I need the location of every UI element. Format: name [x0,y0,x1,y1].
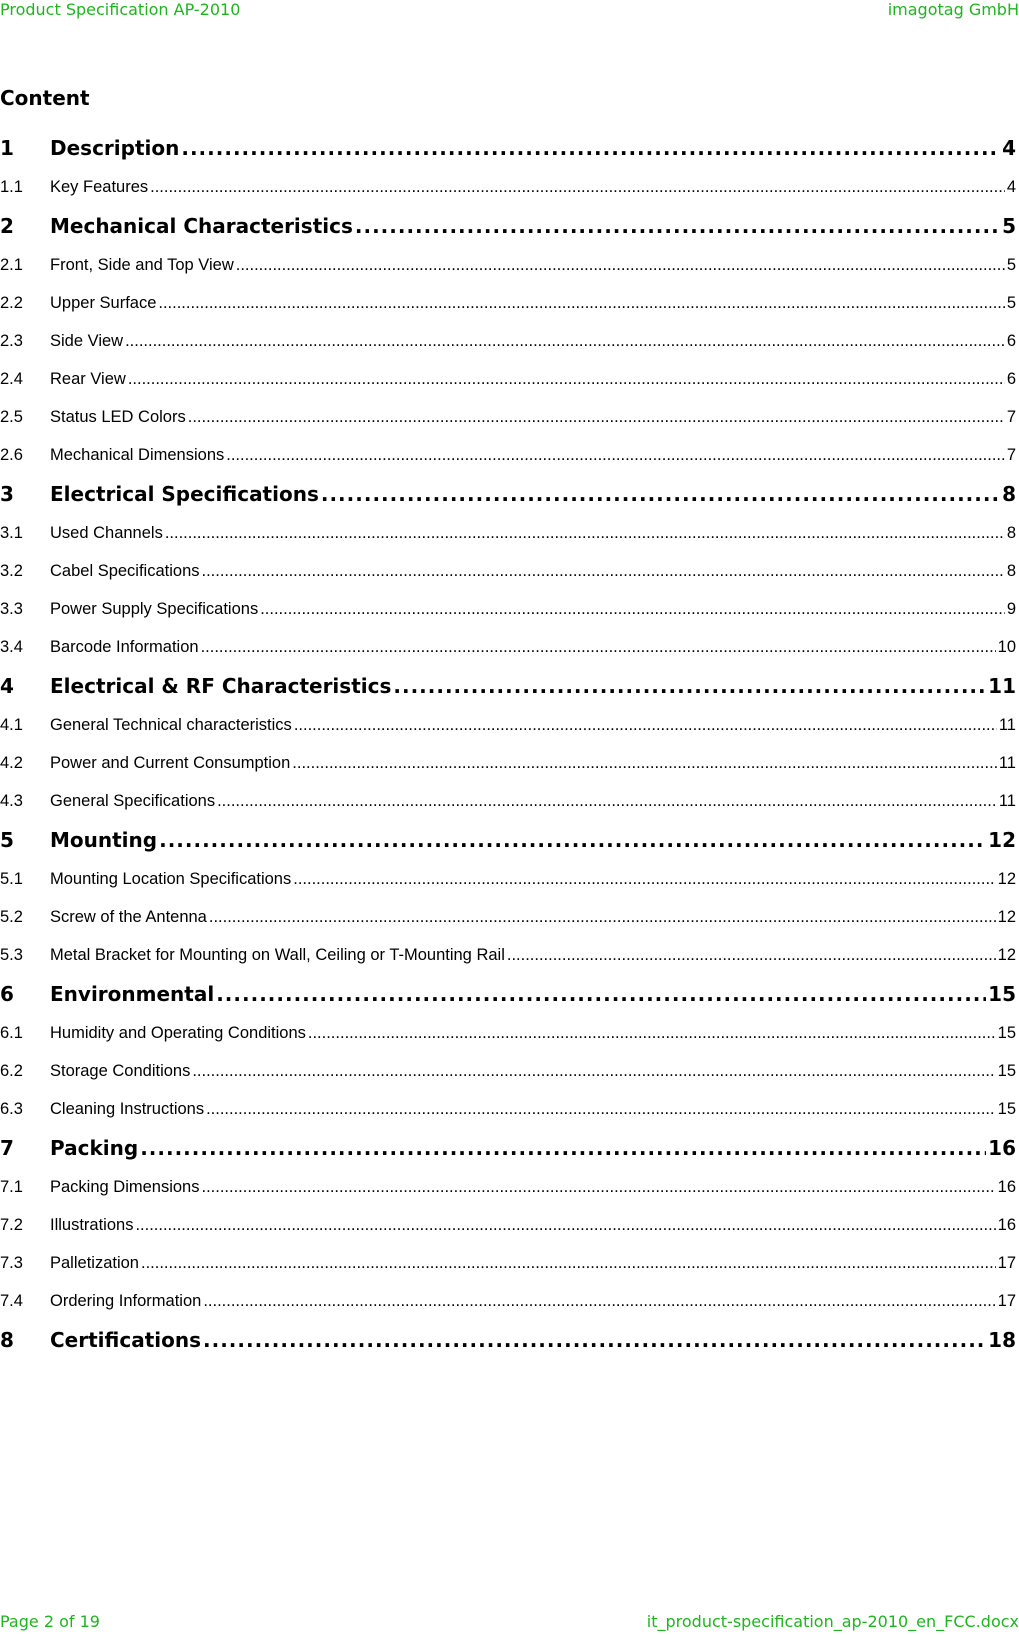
toc-dot-leader [355,206,1000,246]
toc-section-link[interactable] [0,1052,1016,1090]
toc-entry-title: Palletization [50,1254,139,1272]
toc-entry-page: 12 [997,870,1016,888]
toc-entry-title: Side View [50,332,124,350]
footer-page-number: Page 2 of 19 [0,1612,100,1631]
toc-dot-leader [192,1052,995,1090]
toc-chapter-link[interactable] [0,128,1016,168]
toc-dot-leader [260,590,1005,628]
toc-entry-page: 5 [1002,214,1016,238]
toc-entry-number: 4.1 [0,716,23,734]
header-document-title: Product Specification AP-2010 [0,0,241,19]
toc-entry-title: Mounting [50,828,158,852]
toc-entry-page: 15 [997,1100,1016,1118]
toc-dot-leader [128,360,1005,398]
toc-dot-leader [150,168,1005,206]
toc-entry-title: Screw of the Antenna [50,908,207,926]
toc-dot-leader [202,552,1005,590]
toc-dot-leader [507,936,996,974]
toc-section-link[interactable] [0,360,1016,398]
toc-entry-title: General Technical characteristics [50,716,292,734]
toc-dot-leader [293,860,995,898]
toc-entry-title: Storage Conditions [50,1062,191,1080]
toc-entry-page: 12 [988,828,1016,852]
toc-entry-title: Cabel Specifications [50,562,200,580]
toc-entry-page: 18 [988,1328,1016,1352]
toc-section-link[interactable] [0,898,1016,936]
toc-entry-number: 1.1 [0,178,23,196]
toc-entry-title: Key Features [50,178,149,196]
toc-entry-title: Status LED Colors [50,408,186,426]
toc-entry-title: Electrical Specifications [50,482,319,506]
toc-entry-title: Power Supply Specifications [50,600,259,618]
toc-entry-page: 6 [1006,370,1016,388]
toc-dot-leader [158,284,1004,322]
page-footer [0,1612,1019,1632]
toc-entry-title: Humidity and Operating Conditions [50,1024,306,1042]
toc-entry-title: Illustrations [50,1216,134,1234]
toc-dot-leader [393,666,986,706]
toc-dot-leader [216,974,986,1014]
toc-dot-leader [125,322,1005,360]
toc-section-link[interactable] [0,1206,1016,1244]
toc-entry-page: 17 [997,1254,1016,1272]
toc-dot-leader [236,246,1005,284]
toc-entry-page: 8 [1006,562,1016,580]
toc-entry-title: Cleaning Instructions [50,1100,205,1118]
toc-entry-page: 9 [1006,600,1016,618]
toc-chapter-link[interactable] [0,1128,1016,1168]
toc-entry-page: 7 [1006,446,1016,464]
toc-dot-leader [165,514,1005,552]
toc-chapter-link[interactable] [0,474,1016,514]
toc-entry-number: 3 [0,482,14,506]
header-company-name: imagotag GmbH [887,0,1019,19]
toc-entry-number: 2.1 [0,256,23,274]
toc-section-link[interactable] [0,1244,1016,1282]
toc-entry-number: 5.3 [0,946,23,964]
toc-entry-title: Electrical & RF Characteristics [50,674,392,698]
toc-entry-page: 4 [1006,178,1016,196]
toc-entry-title: Power and Current Consumption [50,754,291,772]
toc-entry-number: 5.1 [0,870,23,888]
toc-entry-page: 6 [1006,332,1016,350]
toc-entry-page: 10 [997,638,1016,656]
toc-dot-leader [321,474,1000,514]
toc-dot-leader [226,436,1005,474]
toc-section-link[interactable] [0,590,1016,628]
toc-entry-title: Rear View [50,370,126,388]
toc-section-link[interactable] [0,552,1016,590]
toc-entry-title: Front, Side and Top View [50,256,234,274]
toc-heading: Content [0,86,90,110]
toc-section-link[interactable] [0,436,1016,474]
toc-entry-title: Description [50,136,180,160]
toc-dot-leader [209,898,996,936]
toc-entry-page: 12 [997,946,1016,964]
toc-entry-title: Upper Surface [50,294,157,312]
toc-entry-number: 2.3 [0,332,23,350]
toc-entry-title: Used Channels [50,524,163,542]
toc-entry-page: 15 [997,1024,1016,1042]
toc-section-link[interactable] [0,1168,1016,1206]
toc-section-link[interactable] [0,398,1016,436]
toc-chapter-link[interactable] [0,666,1016,706]
toc-entry-number: 6 [0,982,14,1006]
toc-entry-title: Certifications [50,1328,201,1352]
toc-entry-number: 5.2 [0,908,23,926]
toc-section-link[interactable] [0,1090,1016,1128]
toc-dot-leader [181,128,1000,168]
toc-entry-number: 4 [0,674,14,698]
toc-entry-number: 7.2 [0,1216,23,1234]
toc-entry-title: General Specifications [50,792,216,810]
toc-entry-page: 11 [988,674,1016,698]
toc-entry-title: Mounting Location Specifications [50,870,292,888]
toc-dot-leader [201,628,996,666]
toc-entry-title: Metal Bracket for Mounting on Wall, Ceiling or T-Mounting Rail [50,946,505,964]
toc-dot-leader [203,1320,986,1360]
toc-dot-leader [141,1244,996,1282]
toc-entry-page: 5 [1006,256,1016,274]
toc-entry-number: 2.4 [0,370,23,388]
toc-chapter-link[interactable] [0,206,1016,246]
toc-section-link[interactable] [0,936,1016,974]
toc-entry-title: Ordering Information [50,1292,202,1310]
toc-entry-page: 16 [997,1178,1016,1196]
toc-entry-title: Barcode Information [50,638,199,656]
footer-file-name: it_product-specification_ap-2010_en_FCC.docx [646,1612,1019,1631]
toc-section-link[interactable] [0,168,1016,206]
toc-entry-page: 16 [988,1136,1016,1160]
toc-dot-leader [217,782,997,820]
toc-entry-page: 4 [1002,136,1016,160]
toc-entry-number: 6.1 [0,1024,23,1042]
toc-entry-number: 3.2 [0,562,23,580]
toc-section-link[interactable] [0,1282,1016,1320]
toc-entry-page: 11 [998,716,1016,734]
toc-entry-number: 2.2 [0,294,23,312]
toc-entry-page: 12 [997,908,1016,926]
toc-entry-number: 4.3 [0,792,23,810]
toc-entry-number: 2.6 [0,446,23,464]
toc-entry-title: Environmental [50,982,215,1006]
toc-section-link[interactable] [0,1014,1016,1052]
toc-dot-leader [294,706,997,744]
toc-section-link[interactable] [0,246,1016,284]
toc-entry-page: 8 [1006,524,1016,542]
toc-entry-title: Mechanical Dimensions [50,446,225,464]
toc-entry-page: 16 [997,1216,1016,1234]
table-of-contents [0,128,1016,1360]
toc-entry-number: 2 [0,214,14,238]
toc-entry-title: Packing Dimensions [50,1178,200,1196]
toc-entry-number: 7 [0,1136,14,1160]
toc-section-link[interactable] [0,744,1016,782]
toc-dot-leader [159,820,986,860]
toc-entry-number: 7.1 [0,1178,23,1196]
toc-dot-leader [308,1014,996,1052]
toc-chapter-link[interactable] [0,974,1016,1014]
toc-dot-leader [203,1282,995,1320]
toc-entry-number: 7.4 [0,1292,23,1310]
toc-entry-title: Mechanical Characteristics [50,214,353,238]
toc-dot-leader [135,1206,995,1244]
toc-entry-page: 15 [988,982,1016,1006]
toc-dot-leader [292,744,997,782]
toc-section-link[interactable] [0,514,1016,552]
toc-dot-leader [188,398,1005,436]
toc-entry-number: 6.2 [0,1062,23,1080]
toc-entry-number: 6.3 [0,1100,23,1118]
toc-entry-number: 4.2 [0,754,23,772]
toc-entry-page: 11 [998,754,1016,772]
toc-entry-page: 8 [1002,482,1016,506]
toc-section-link[interactable] [0,322,1016,360]
toc-entry-number: 3.1 [0,524,23,542]
toc-entry-number: 8 [0,1328,14,1352]
toc-dot-leader [206,1090,996,1128]
toc-entry-number: 3.3 [0,600,23,618]
toc-section-link[interactable] [0,782,1016,820]
toc-entry-page: 15 [997,1062,1016,1080]
toc-entry-number: 3.4 [0,638,23,656]
toc-section-link[interactable] [0,706,1016,744]
toc-entry-number: 7.3 [0,1254,23,1272]
toc-entry-number: 1 [0,136,14,160]
toc-chapter-link[interactable] [0,820,1016,860]
toc-dot-leader [201,1168,995,1206]
toc-entry-page: 5 [1006,294,1016,312]
toc-entry-number: 5 [0,828,14,852]
toc-chapter-link[interactable] [0,1320,1016,1360]
toc-section-link[interactable] [0,284,1016,322]
toc-entry-page: 17 [997,1292,1016,1310]
page-header [0,0,1019,20]
toc-entry-page: 7 [1006,408,1016,426]
toc-section-link[interactable] [0,860,1016,898]
toc-dot-leader [140,1128,986,1168]
toc-entry-number: 2.5 [0,408,23,426]
toc-entry-title: Packing [50,1136,139,1160]
toc-section-link[interactable] [0,628,1016,666]
toc-entry-page: 11 [998,792,1016,810]
